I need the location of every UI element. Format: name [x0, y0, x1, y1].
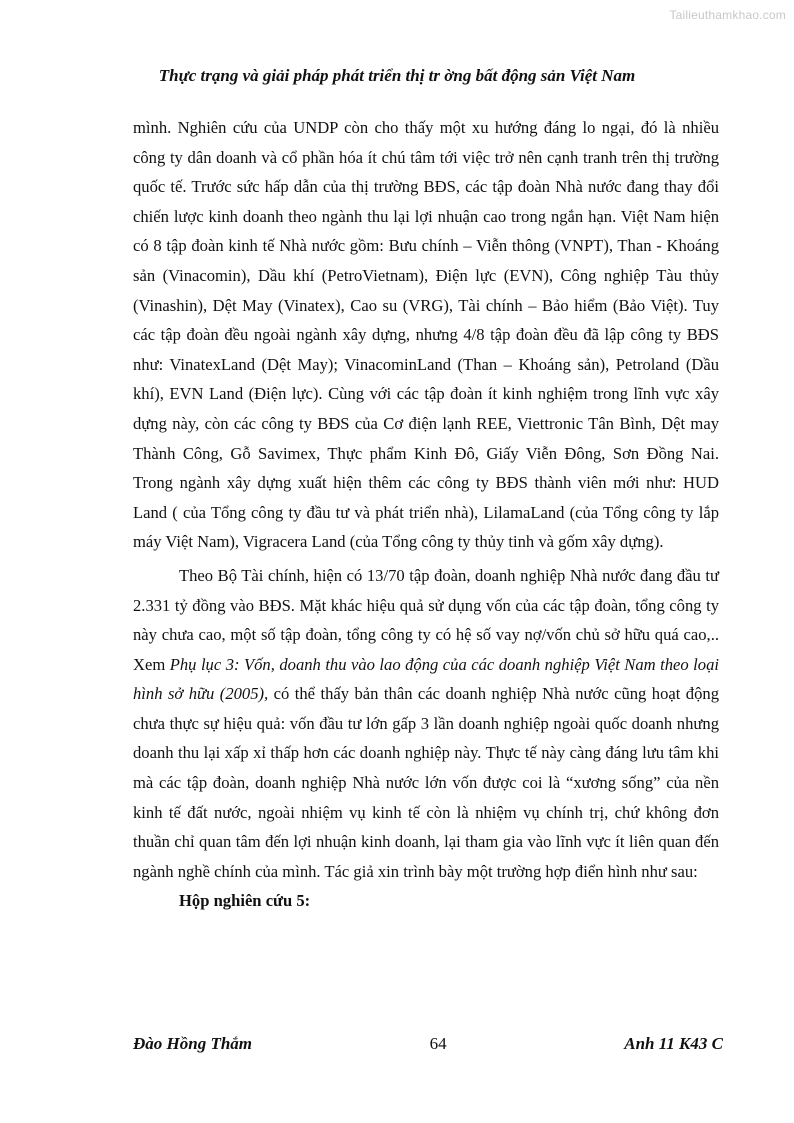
paragraph-continuation: mình. Nghiên cứu của UNDP còn cho thấy một xu hướng đáng lo ngại, đó là nhiều công ty dân doanh và cổ phần hóa ít chú tâm tới việc trở nên cạnh tranh trên thị trường quốc tế. Trước sức hấp dẫn của thị trường BĐS, các tập đoàn Nhà nước đang thay đổi chiến lược kinh doanh theo ngành thu lại lợi nhuận cao trong ngắn hạn. Việt Nam hiện có 8 tập đoàn kinh tế Nhà nước gồm: Bưu chính – Viễn thông (VNPT), Than - Khoáng sản (Vinacomin), Dầu khí (PetroVietnam), Điện lực (EVN), Công nghiệp Tàu thủy (Vinashin), Dệt May (Vinatex), Cao su (VRG), Tài chính – Bảo hiểm (Bảo Việt). Tuy các tập đoàn đều ngoài ngành xây dựng, nhưng 4/8 tập đoàn đều đã lập công ty BĐS như: VinatexLand (Dệt May); VinacominLand (Than – Khoáng sản), Petroland (Dầu khí), EVN Land (Điện lực). Cùng với các tập đoàn ít kinh nghiệm trong lĩnh vực xây dựng này, còn các công ty BĐS của Cơ điện lạnh REE, Viettronic Tân Bình, Dệt may Thành Công, Gỗ Savimex, Thực phẩm Kinh Đô, Giấy Viễn Đông, Sơn Đồng Nai. Trong ngành xây dựng xuất hiện thêm các công ty BĐS thành viên mới như: HUD Land ( của Tổng công ty đầu tư và phát triển nhà), LilamaLand (của Tổng công ty lắp máy Việt Nam), Vigracera Land (của Tổng công ty thủy tinh và gốm xây dựng).: [133, 118, 719, 552]
page-header-title: Thực trạng và giải pháp phát triển thị tr ờng bất động sản Việt Nam: [158, 66, 636, 85]
document-body: [133, 113, 719, 916]
paragraph-text-after-ref: có thể thấy bản thân các doanh nghiệp Nhà nước cũng hoạt động chưa thực sự hiệu quả: vốn đầu tư lớn gấp 3 lần doanh nghiệp ngoài quốc doanh nhưng doanh thu lại xấp xỉ thấp hơn các doanh nghiệp này. Thực tế này càng đáng lưu tâm khi mà các tập đoàn, doanh nghiệp Nhà nước lớn vốn được coi là “xương sống” của nền kinh tế đất nước, ngoài nhiệm vụ kinh tế còn là nhiệm vụ chính trị, chứ không đơn thuần chỉ quan tâm đến lợi nhuận kinh doanh, lại tham gia vào lĩnh vực ít liên quan đến ngành nghề chính của mình. Tác giả xin trình bày một trường hợp điển hình như sau:: [133, 684, 719, 881]
footer-author: Đào Hồng Thắm: [133, 1034, 253, 1053]
paragraph-ministry-of-finance: [133, 561, 719, 887]
footer-page-number: 64: [429, 1034, 447, 1053]
appendix-reference: Phụ lục 3: Vốn, doanh thu vào lao động của các doanh nghiệp Việt Nam theo loại hình sở hữu (2005),: [133, 654, 719, 704]
case-study-box-title: Hộp nghiên cứu 5:: [179, 891, 311, 911]
page-footer: [133, 1034, 723, 1054]
paragraph-text-before-ref: Theo Bộ Tài chính, hiện có 13/70 tập đoàn, doanh nghiệp Nhà nước đang đầu tư 2.331 tỷ đồng vào BĐS. Mặt khác hiệu quả sử dụng vốn của các tập đoàn, tổng công ty này chưa cao, một số tập đoàn, tổng công ty có hệ số vay nợ/vốn chủ sở hữu quá cao,.. Xem: [133, 565, 719, 674]
footer-class-code: Anh 11 K43 C: [624, 1034, 723, 1053]
watermark: Tailieuthamkhao.com: [669, 8, 786, 22]
